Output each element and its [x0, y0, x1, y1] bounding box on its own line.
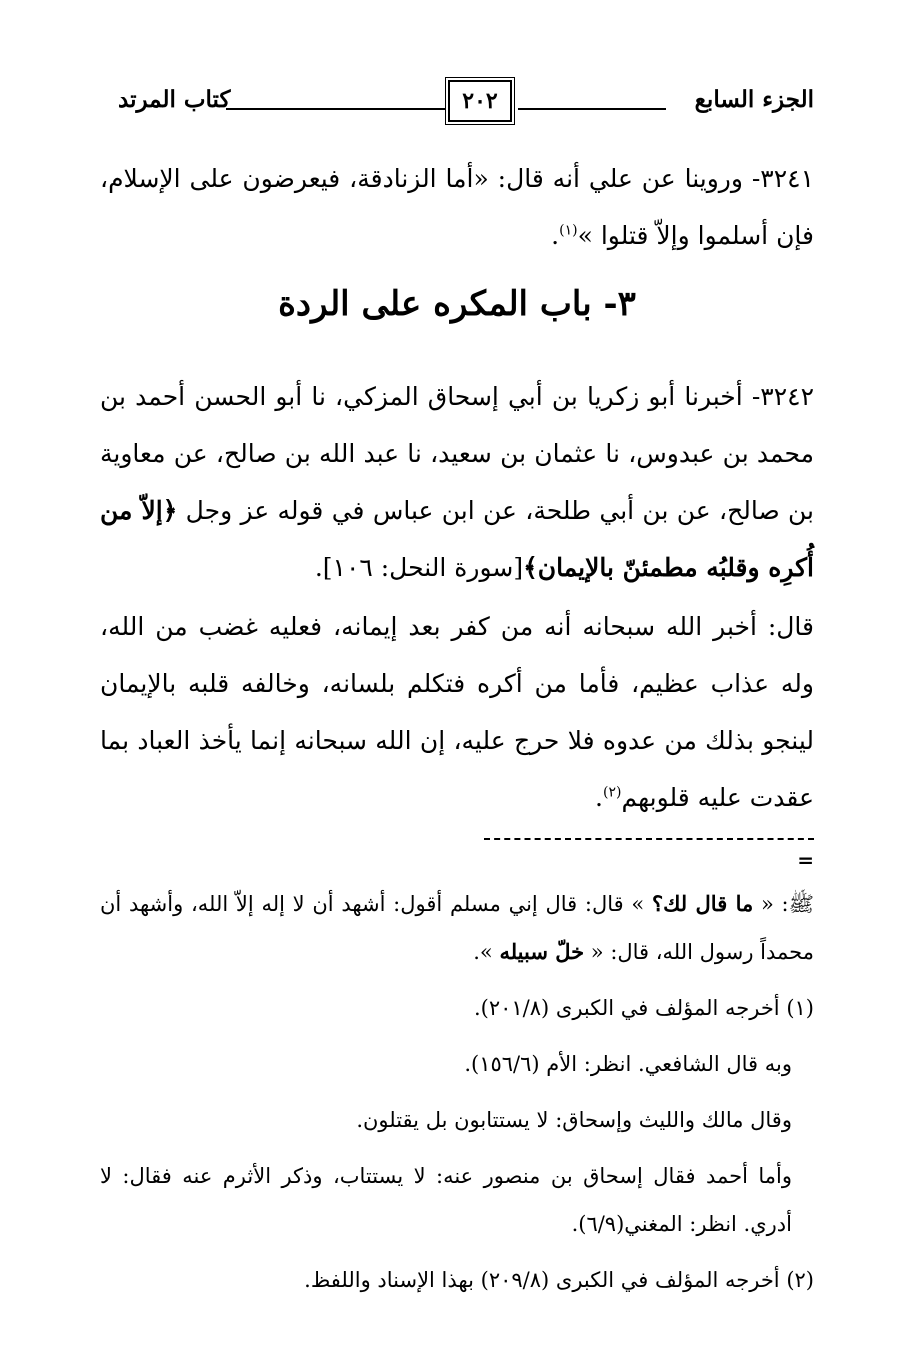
footnote-continuation-text-c: ».	[473, 940, 500, 964]
footnote-1-line-2: وبه قال الشافعي. انظر: الأم (١٥٦/٦).	[464, 1052, 792, 1076]
footnote-1-line-4: وأما أحمد فقال إسحاق بن منصور عنه: لا يستتاب، وذكر الأثرم عنه فقال: لا أدري. انظر: المغني(٦/٩).	[100, 1164, 792, 1236]
footnote-quote-2: خلّ سبيله	[499, 939, 585, 964]
header-rule-right	[518, 108, 666, 110]
footnote-continuation-text-b: » قال: قال إني مسلم أقول: أشهد أن لا إله إلاّ الله، وأشهد أن محمداً رسول الله، قال: «	[100, 892, 814, 964]
continuation-mark: =	[797, 848, 814, 872]
header-rule-left	[226, 108, 446, 110]
footnote-1-line-1: (١) أخرجه المؤلف في الكبرى (٢٠١/٨).	[473, 996, 814, 1020]
footnote-quote-1: ما قال لك؟	[651, 891, 754, 916]
header-book-title: كتاب المرتد	[118, 86, 231, 113]
footnote-ref-1: (١)	[559, 222, 578, 239]
footnote-2-line-1: (٢) أخرجه المؤلف في الكبرى (٢٠٩/٨) بهذا الإسناد واللفظ.	[304, 1268, 814, 1292]
paragraph-3241-text: ٣٢٤١- وروينا عن علي أنه قال: «أما الزنادقة، فيعرضون على الإسلام، فإن أسلموا وإلاّ قتلوا »	[100, 164, 814, 250]
paragraph-commentary	[100, 598, 814, 826]
chapter-title: ٣- باب المكره على الردة	[278, 284, 636, 324]
paragraph-3242-text: ٣٢٤٢- أخبرنا أبو زكريا بن أبي إسحاق المزكي، نا أبو الحسن أحمد بن محمد بن عبدوس، نا عثمان بن سعيد، نا عبد الله بن صالح، عن معاوية بن صالح، عن بن أبي طلحة، عن ابن عباس في قوله عز وجل	[100, 382, 814, 525]
footnotes	[100, 880, 814, 1312]
quran-verse: ﴿إلاّ من أُكرِه وقلبُه مطمئنّ بالإيمان﴾	[100, 496, 814, 582]
paragraph-commentary-text: قال: أخبر الله سبحانه أنه من كفر بعد إيمانه، فعليه غضب من الله، وله عذاب عظيم، فأما من أكره فتكلم بلسانه، وخالفه قلبه بالإيمان لينجو بذلك من عدوه فلا حرج عليه، إن الله سبحانه إنما يأخذ العباد بما عقدت عليه قلوبهم	[100, 612, 814, 812]
footnote-ref-2: (٢)	[603, 784, 622, 801]
footnote-1-line-3: وقال مالك والليث وإسحاق: لا يستتابون بل يقتلون.	[356, 1108, 792, 1132]
paragraph-3242	[100, 368, 814, 596]
footnote-continuation	[100, 880, 814, 976]
page-number: ٢٠٢	[448, 80, 512, 122]
paragraph-commentary-end: .	[595, 783, 603, 812]
paragraph-3241-end: .	[551, 221, 560, 250]
footnote-separator	[484, 838, 814, 840]
running-header	[118, 78, 814, 126]
header-volume: الجزء السابع	[694, 86, 814, 113]
paragraph-3241	[100, 150, 814, 264]
verse-reference: [سورة النحل: ١٠٦].	[314, 553, 524, 582]
footnote-continuation-text-a: ﷺ: «	[753, 892, 814, 916]
